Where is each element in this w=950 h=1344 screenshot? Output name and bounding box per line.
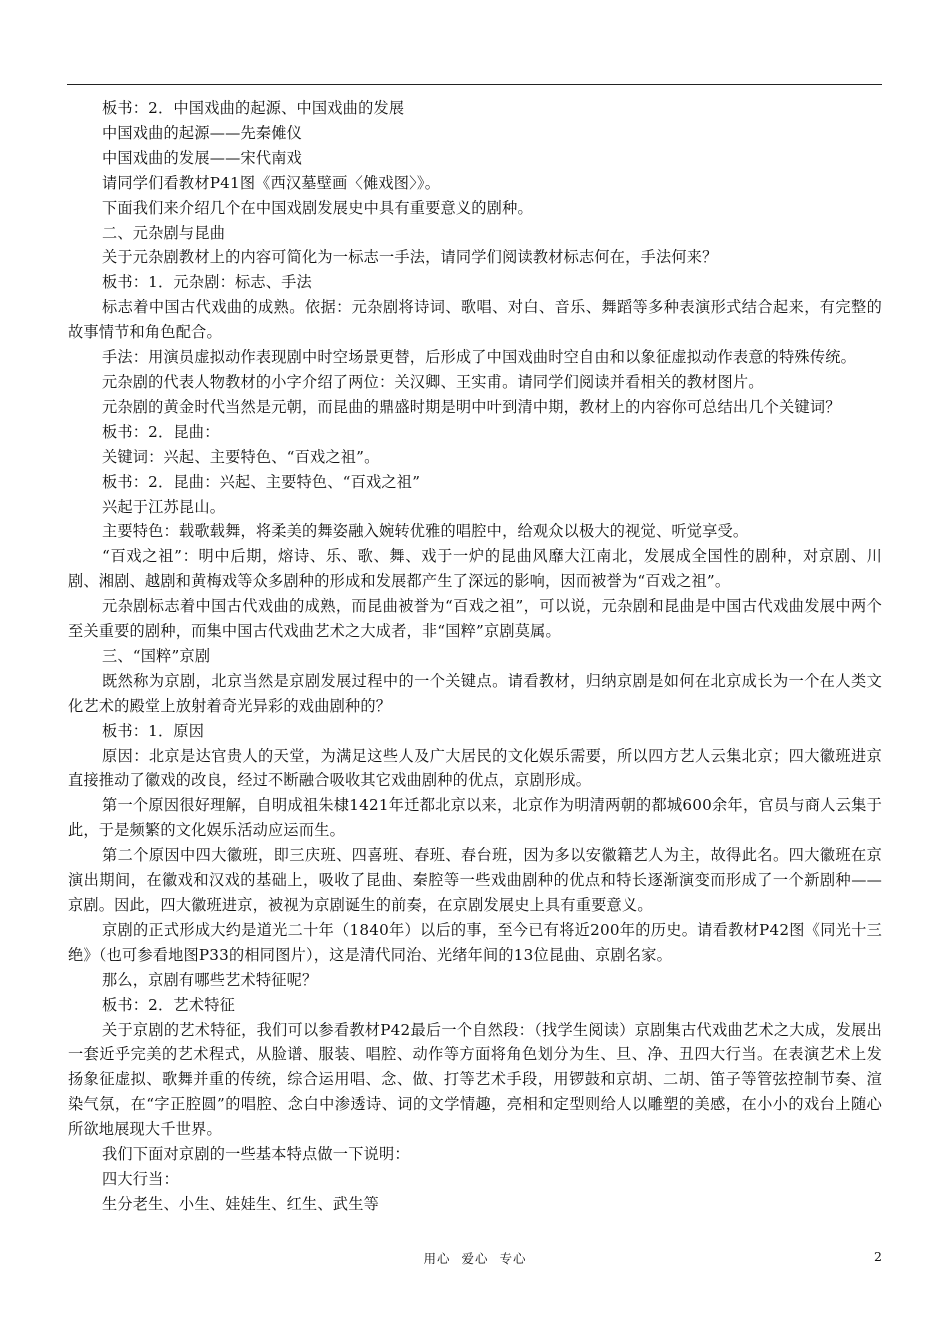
paragraph: 京剧的正式形成大约是道光二十年（1840年）以后的事，至今已有将近200年的历史。请看教材P42图《同光十三绝》（也可参看地图P33的相同图片），这是清代同治、光绪年间的13位昆曲、京剧名家。 [68,920,882,964]
paragraph: 元杂剧标志着中国古代戏曲的成熟，而昆曲被誉为“百戏之祖”，可以说，元杂剧和昆曲是中国古代戏曲发展中两个至关重要的剧种，而集中国古代戏曲艺术之大成者，非“国粹”京剧莫属。 [68,597,882,641]
paragraph: 板书：1．元杂剧：标志、手法 [102,273,312,292]
paragraph: 请同学们看教材P41图《西汉墓壁画〈傩戏图〉》。 [102,173,441,192]
paragraph: 原因：北京是达官贵人的天堂，为满足这些人及广大居民的文化娱乐需要，所以四方艺人云集北京；四大徽班进京直接推动了徽戏的改良，经过不断融合吸收其它戏曲剧种的优点，京剧形成。 [68,746,882,790]
paragraph: 板书：2．昆曲：兴起、主要特色、“百戏之祖” [102,472,421,491]
paragraph: 关于京剧的艺术特征，我们可以参看教材P42最后一个自然段：（找学生阅读）京剧集古代戏曲艺术之大成，发展出一套近乎完美的艺术程式，从脸谱、服装、唱腔、动作等方面将角色划分为生、旦、净、丑四大行当。在表演艺术上发扬象征虚拟、歌舞并重的传统，综合运用唱、念、做、打等艺术手段，用锣鼓和京胡、二胡、笛子等管弦控制节奏、渲染气氛，在“字正腔圆”的唱腔、念白中渗透诗、词的文学情趣，亮相和定型则给人以雕塑的美感，在小小的戏台上随心所欲地展现大千世界。 [68,1020,882,1139]
paragraph: 中国戏曲的发展——宋代南戏 [102,148,303,167]
paragraph: 关键词：兴起、主要特色、“百戏之祖”。 [102,447,380,466]
paragraph: 四大行当： [102,1169,179,1188]
page-number: 2 [874,1249,882,1264]
body-text [68,96,882,1217]
paragraph: 兴起于江苏昆山。 [102,497,226,516]
paragraph: 手法：用演员虚拟动作表现剧中时空场景更替，后形成了中国戏曲时空自由和以象征虚拟动作表意的特殊传统。 [102,348,856,367]
paragraph: 元杂剧的黄金时代当然是元朝，而昆曲的鼎盛时期是明中叶到清中期，教材上的内容你可总结出几个关键词？ [102,397,841,416]
paragraph: 生分老生、小生、娃娃生、红生、武生等 [102,1194,379,1213]
paragraph: 第一个原因很好理解，自明成祖朱棣1421年迁都北京以来，北京作为明清两朝的都城600余年，官员与商人云集于此，于是频繁的文化娱乐活动应运而生。 [68,796,882,840]
paragraph: 既然称为京剧，北京当然是京剧发展过程中的一个关键点。请看教材，归纳京剧是如何在北京成长为一个在人类文化艺术的殿堂上放射着奇光异彩的戏曲剧种的？ [68,671,882,715]
paragraph: 板书：2．昆曲： [102,422,220,441]
paragraph: 标志着中国古代戏曲的成熟。依据：元杂剧将诗词、歌唱、对白、音乐、舞蹈等多种表演形式结合起来，有完整的故事情节和角色配合。 [68,298,882,342]
paragraph: 我们下面对京剧的一些基本特点做一下说明： [102,1145,410,1164]
paragraph: 板书：1．原因 [102,721,205,740]
paragraph: 那么，京剧有哪些艺术特征呢？ [102,970,318,989]
paragraph: 板书：2．艺术特征 [102,995,235,1014]
paragraph: 元杂剧的代表人物教材的小字介绍了两位：关汉卿、王实甫。请同学们阅读并看相关的教材图片。 [102,372,764,391]
paragraph: 主要特色：载歌载舞，将柔美的舞姿融入婉转优雅的唱腔中，给观众以极大的视觉、听觉享受。 [102,522,749,541]
paragraph: 板书：2．中国戏曲的起源、中国戏曲的发展 [102,99,405,117]
paragraph: “百戏之祖”：明中后期，熔诗、乐、歌、舞、戏于一炉的昆曲风靡大江南北，发展成全国性的剧种，对京剧、川剧、湘剧、越剧和黄梅戏等众多剧种的形成和发展都产生了深远的影响，因而被誉为“百戏之祖”。 [68,547,882,591]
paragraph: 第二个原因中四大徽班，即三庆班、四喜班、春班、春台班，因为多以安徽籍艺人为主，故得此名。四大徽班在京演出期间，在徽戏和汉戏的基础上，吸收了昆曲、秦腔等一些戏曲剧种的优点和特长逐渐演变而形成了一个新剧种——京剧。因此，四大徽班进京，被视为京剧诞生的前奏，在京剧发展史上具有重要意义。 [68,846,882,914]
section-heading: 三、“国粹”京剧 [102,646,211,665]
paragraph: 关于元杂剧教材上的内容可简化为一标志一手法，请同学们阅读教材标志何在，手法何来？ [102,248,718,267]
section-heading: 二、元杂剧与昆曲 [102,223,226,242]
footer-slogan: 用心 爱心 专心 [423,1251,527,1266]
paragraph: 中国戏曲的起源——先秦傩仪 [102,123,303,142]
header-rule [67,84,882,85]
paragraph: 下面我们来介绍几个在中国戏剧发展史中具有重要意义的剧种。 [102,198,533,217]
